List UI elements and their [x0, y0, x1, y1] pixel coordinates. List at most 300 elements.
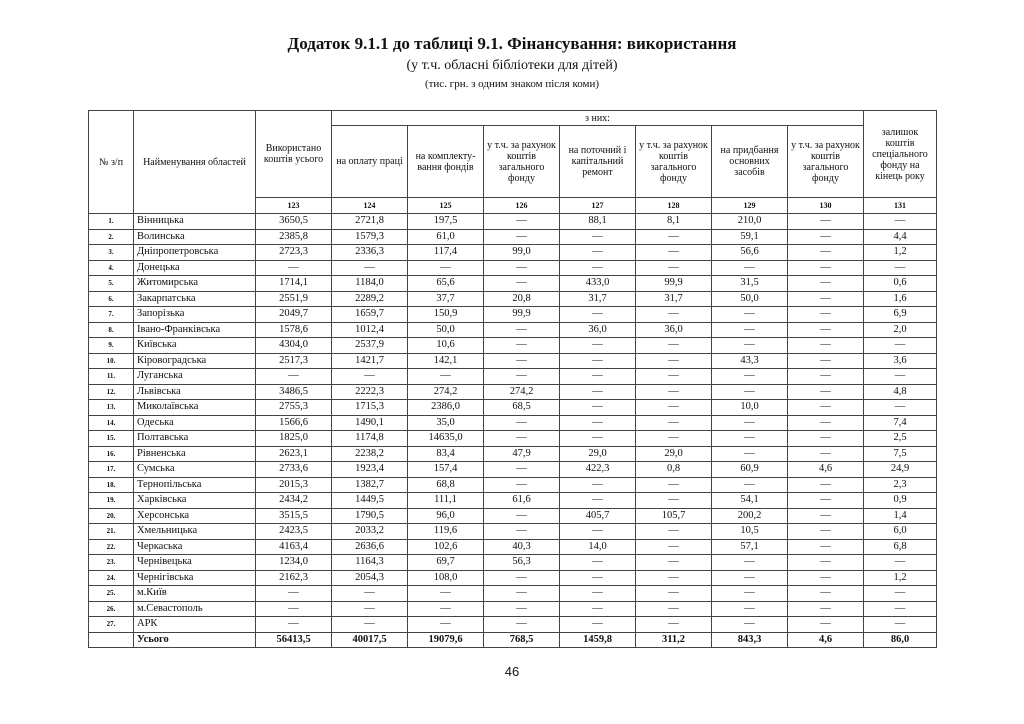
region-name: Львівська [134, 384, 256, 400]
table-cell: 2721,8 [332, 214, 408, 230]
table-row [89, 462, 937, 478]
table-cell: — [712, 586, 788, 602]
row-number: 1. [89, 214, 134, 230]
table-cell: — [788, 431, 864, 447]
table-cell: 54,1 [712, 493, 788, 509]
table-cell: 29,0 [560, 446, 636, 462]
table-cell: 50,0 [408, 322, 484, 338]
table-cell: 1790,5 [332, 508, 408, 524]
table-cell: — [484, 260, 560, 276]
table-cell: 2385,8 [256, 229, 332, 245]
table-cell: 65,6 [408, 276, 484, 292]
row-number: 17. [89, 462, 134, 478]
table-cell: 59,1 [712, 229, 788, 245]
table-cell: 1,2 [864, 570, 937, 586]
table-cell: — [560, 307, 636, 323]
table-cell: — [788, 353, 864, 369]
table-cell: — [712, 369, 788, 385]
table-cell: — [560, 229, 636, 245]
table-row [89, 229, 937, 245]
row-number: 20. [89, 508, 134, 524]
table-cell: 2551,9 [256, 291, 332, 307]
table-cell: — [484, 229, 560, 245]
table-cell: 36,0 [636, 322, 712, 338]
region-name: Київська [134, 338, 256, 354]
table-cell: 3,6 [864, 353, 937, 369]
table-cell: — [864, 260, 937, 276]
row-number: 27. [89, 617, 134, 633]
table-cell: 157,4 [408, 462, 484, 478]
table-cell: — [408, 601, 484, 617]
table-cell: — [560, 524, 636, 540]
table-cell: 7,5 [864, 446, 937, 462]
row-number: 14. [89, 415, 134, 431]
table-cell: — [484, 508, 560, 524]
region-name: Закарпатська [134, 291, 256, 307]
table-cell: 2636,6 [332, 539, 408, 555]
table-cell: 2517,3 [256, 353, 332, 369]
table-cell: — [788, 617, 864, 633]
table-cell: — [636, 539, 712, 555]
table-cell: 47,9 [484, 446, 560, 462]
region-name: Івано-Франківська [134, 322, 256, 338]
header-repair-general: у т.ч. за рахунок коштів загального фонду [636, 126, 712, 198]
table-cell: 111,1 [408, 493, 484, 509]
row-number: 26. [89, 601, 134, 617]
table-cell: 1566,6 [256, 415, 332, 431]
table-cell: 1825,0 [256, 431, 332, 447]
row-number: 10. [89, 353, 134, 369]
region-name: Тернопільська [134, 477, 256, 493]
table-cell: — [560, 353, 636, 369]
header-fixed-assets: на придбання основних засобів [712, 126, 788, 198]
table-cell: — [332, 586, 408, 602]
total-row [89, 632, 937, 648]
row-number: 18. [89, 477, 134, 493]
table-cell: — [636, 570, 712, 586]
table-cell: 43,3 [712, 353, 788, 369]
table-cell: — [788, 245, 864, 261]
column-code: 130 [788, 198, 864, 214]
table-cell: — [712, 601, 788, 617]
table-cell: 10,0 [712, 400, 788, 416]
row-number: 24. [89, 570, 134, 586]
header-region: Найменування областей [134, 111, 256, 214]
table-cell: — [408, 260, 484, 276]
region-name: Черкаська [134, 539, 256, 555]
table-cell: 1578,6 [256, 322, 332, 338]
table-cell: 2,5 [864, 431, 937, 447]
table-cell: 274,2 [484, 384, 560, 400]
header-repair: на поточний і капітальний ремонт [560, 126, 636, 198]
table-cell: — [636, 415, 712, 431]
region-name: м.Київ [134, 586, 256, 602]
table-cell: 4,6 [788, 462, 864, 478]
row-number: 12. [89, 384, 134, 400]
region-name: Сумська [134, 462, 256, 478]
table-cell: 2423,5 [256, 524, 332, 540]
table-cell: 1923,4 [332, 462, 408, 478]
table-cell: 20,8 [484, 291, 560, 307]
table-cell: — [788, 291, 864, 307]
table-cell: — [864, 617, 937, 633]
table-cell: 14,0 [560, 539, 636, 555]
header-of-them: з них: [332, 111, 864, 126]
table-cell: 105,7 [636, 508, 712, 524]
table-cell: — [712, 322, 788, 338]
table-cell: 2434,2 [256, 493, 332, 509]
table-cell: — [256, 586, 332, 602]
table-cell: 31,5 [712, 276, 788, 292]
table-cell: — [864, 400, 937, 416]
table-cell: — [636, 245, 712, 261]
table-cell: 14635,0 [408, 431, 484, 447]
table-cell: — [712, 260, 788, 276]
row-number: 22. [89, 539, 134, 555]
table-cell: 2336,3 [332, 245, 408, 261]
table-cell: — [712, 431, 788, 447]
table-cell: — [712, 555, 788, 571]
region-name: Донецька [134, 260, 256, 276]
table-cell: 99,9 [484, 307, 560, 323]
table-cell: — [788, 555, 864, 571]
table-cell: — [484, 276, 560, 292]
table-row [89, 508, 937, 524]
row-number: 2. [89, 229, 134, 245]
row-number: 4. [89, 260, 134, 276]
region-name: Рівненська [134, 446, 256, 462]
table-cell: 83,4 [408, 446, 484, 462]
table-cell: — [256, 260, 332, 276]
column-code: 126 [484, 198, 560, 214]
table-cell: — [636, 384, 712, 400]
table-cell: — [560, 493, 636, 509]
table-cell: 40,3 [484, 539, 560, 555]
table-row [89, 477, 937, 493]
header-balance: залишок коштів спеціального фонду на кінець року [864, 111, 937, 198]
table-cell: 2,0 [864, 322, 937, 338]
column-code: 125 [408, 198, 484, 214]
table-cell: — [560, 338, 636, 354]
table-cell: — [636, 369, 712, 385]
table-row [89, 214, 937, 230]
table-cell: — [560, 431, 636, 447]
column-code: 124 [332, 198, 408, 214]
table-cell: — [484, 353, 560, 369]
table-cell: — [636, 307, 712, 323]
table-cell: — [788, 524, 864, 540]
table-cell: — [560, 617, 636, 633]
table-cell: — [864, 214, 937, 230]
table-cell: 50,0 [712, 291, 788, 307]
table-cell: 6,8 [864, 539, 937, 555]
table-cell: — [560, 477, 636, 493]
region-name: Луганська [134, 369, 256, 385]
table-cell: — [484, 415, 560, 431]
table-row [89, 446, 937, 462]
table-row [89, 384, 937, 400]
table-cell: — [864, 601, 937, 617]
table-row [89, 307, 937, 323]
table-cell: 0,8 [636, 462, 712, 478]
table-cell: — [256, 617, 332, 633]
table-row [89, 570, 937, 586]
table-cell: — [332, 260, 408, 276]
table-cell: — [788, 276, 864, 292]
table-cell: 1012,4 [332, 322, 408, 338]
table-cell: 1579,3 [332, 229, 408, 245]
region-name: Полтавська [134, 431, 256, 447]
table-row [89, 431, 937, 447]
table-row [89, 617, 937, 633]
document-title: Додаток 9.1.1 до таблиці 9.1. Фінансування: використання [287, 34, 737, 53]
header-number: № з/п [89, 111, 134, 214]
table-cell: 1715,3 [332, 400, 408, 416]
header-fixed-assets-general: у т.ч. за рахунок коштів загального фонду [788, 126, 864, 198]
table-cell: 108,0 [408, 570, 484, 586]
table-cell: 36,0 [560, 322, 636, 338]
table-cell: 60,9 [712, 462, 788, 478]
table-cell: — [560, 415, 636, 431]
column-code: 131 [864, 198, 937, 214]
table-cell: — [560, 555, 636, 571]
table-cell: 2033,2 [332, 524, 408, 540]
table-cell: — [636, 229, 712, 245]
table-cell: — [788, 369, 864, 385]
table-row [89, 601, 937, 617]
table-cell: 1,4 [864, 508, 937, 524]
table-cell: 2238,2 [332, 446, 408, 462]
table-cell: — [788, 214, 864, 230]
table-cell: 274,2 [408, 384, 484, 400]
table-cell: 56,3 [484, 555, 560, 571]
row-number: 13. [89, 400, 134, 416]
total-cell: 1459,8 [560, 632, 636, 648]
table-row [89, 493, 937, 509]
table-cell: 433,0 [560, 276, 636, 292]
row-number: 7. [89, 307, 134, 323]
table-cell: — [332, 617, 408, 633]
table-cell: 61,0 [408, 229, 484, 245]
table-cell: 1382,7 [332, 477, 408, 493]
table-cell: — [712, 477, 788, 493]
table-cell: — [636, 555, 712, 571]
row-number: 15. [89, 431, 134, 447]
header-used-total: Використано коштів усього [256, 111, 332, 198]
table-cell: 37,7 [408, 291, 484, 307]
header-acquisition: на комплекту-вання фондів [408, 126, 484, 198]
total-cell: 311,2 [636, 632, 712, 648]
table-cell: — [788, 477, 864, 493]
table-cell: 8,1 [636, 214, 712, 230]
table-cell: 6,9 [864, 307, 937, 323]
table-row [89, 338, 937, 354]
total-cell: 86,0 [864, 632, 937, 648]
table-cell: — [560, 369, 636, 385]
table-row [89, 586, 937, 602]
table-cell: 117,4 [408, 245, 484, 261]
table-row [89, 353, 937, 369]
table-cell: 68,5 [484, 400, 560, 416]
region-name: Житомирська [134, 276, 256, 292]
table-cell: — [788, 307, 864, 323]
table-cell: — [332, 601, 408, 617]
table-row [89, 415, 937, 431]
table-cell: 3650,5 [256, 214, 332, 230]
table-cell: — [408, 617, 484, 633]
table-cell: 422,3 [560, 462, 636, 478]
table-cell: — [636, 493, 712, 509]
table-cell: — [484, 322, 560, 338]
table-cell: 142,1 [408, 353, 484, 369]
table-cell: — [712, 338, 788, 354]
table-cell: 102,6 [408, 539, 484, 555]
table-cell: — [256, 601, 332, 617]
table-cell: 96,0 [408, 508, 484, 524]
region-name: Одеська [134, 415, 256, 431]
table-cell: — [788, 570, 864, 586]
table-cell: 2049,7 [256, 307, 332, 323]
total-label: Усього [134, 632, 256, 648]
total-row-number [89, 632, 134, 648]
region-name: Чернівецька [134, 555, 256, 571]
table-cell: — [484, 369, 560, 385]
table-cell: 68,8 [408, 477, 484, 493]
table-cell: 4163,4 [256, 539, 332, 555]
table-cell: — [788, 260, 864, 276]
table-cell: 1714,1 [256, 276, 332, 292]
table-row [89, 245, 937, 261]
table-cell: 10,5 [712, 524, 788, 540]
table-cell: 1164,3 [332, 555, 408, 571]
table-cell: — [636, 353, 712, 369]
region-name: Волинська [134, 229, 256, 245]
table-cell: 2222,3 [332, 384, 408, 400]
table-cell: 0,9 [864, 493, 937, 509]
table-cell: — [484, 214, 560, 230]
table-cell: 6,0 [864, 524, 937, 540]
column-code: 128 [636, 198, 712, 214]
table-cell: 1659,7 [332, 307, 408, 323]
table-cell: — [788, 384, 864, 400]
table-cell: — [408, 369, 484, 385]
financing-table [88, 110, 937, 648]
table-cell: — [788, 446, 864, 462]
table-cell: 31,7 [636, 291, 712, 307]
table-cell: 2054,3 [332, 570, 408, 586]
column-code: 129 [712, 198, 788, 214]
table-cell: 61,6 [484, 493, 560, 509]
row-number: 21. [89, 524, 134, 540]
table-cell: 29,0 [636, 446, 712, 462]
region-name: Кіровоградська [134, 353, 256, 369]
table-row [89, 524, 937, 540]
table-cell: — [636, 477, 712, 493]
table-cell: 1449,5 [332, 493, 408, 509]
region-name: Чернігівська [134, 570, 256, 586]
table-cell: — [788, 400, 864, 416]
table-row [89, 539, 937, 555]
table-cell: 2537,9 [332, 338, 408, 354]
document-subtitle: (у т.ч. обласні бібліотеки для дітей) [406, 58, 618, 73]
table-cell: 69,7 [408, 555, 484, 571]
table-cell: — [636, 400, 712, 416]
table-cell: — [484, 431, 560, 447]
table-cell: 31,7 [560, 291, 636, 307]
table-cell: 200,2 [712, 508, 788, 524]
table-cell: — [636, 586, 712, 602]
table-cell: — [636, 431, 712, 447]
table-cell: — [712, 384, 788, 400]
table-cell: 2,3 [864, 477, 937, 493]
row-number: 8. [89, 322, 134, 338]
table-cell: 2723,3 [256, 245, 332, 261]
page-number: 46 [504, 664, 520, 679]
table-row [89, 400, 937, 416]
table-cell: — [788, 493, 864, 509]
table-cell: 4,8 [864, 384, 937, 400]
table-cell: — [332, 369, 408, 385]
table-cell: 2162,3 [256, 570, 332, 586]
table-cell: — [484, 601, 560, 617]
table-cell: — [788, 338, 864, 354]
table-cell: — [484, 524, 560, 540]
table-cell: — [560, 260, 636, 276]
region-name: Вінницька [134, 214, 256, 230]
table-cell: 1234,0 [256, 555, 332, 571]
table-cell: 2289,2 [332, 291, 408, 307]
region-name: Хмельницька [134, 524, 256, 540]
table-row [89, 291, 937, 307]
table-cell: — [484, 477, 560, 493]
table-cell: — [864, 338, 937, 354]
table-cell: 2733,6 [256, 462, 332, 478]
table-cell: — [560, 586, 636, 602]
table-cell: — [484, 338, 560, 354]
table-cell: 4,4 [864, 229, 937, 245]
table-cell: 7,4 [864, 415, 937, 431]
table-cell: — [712, 570, 788, 586]
region-name: Запорізька [134, 307, 256, 323]
table-cell: 0,6 [864, 276, 937, 292]
table-cell: 197,5 [408, 214, 484, 230]
table-row [89, 369, 937, 385]
total-cell: 843,3 [712, 632, 788, 648]
table-cell: — [864, 369, 937, 385]
table-cell: — [484, 586, 560, 602]
table-cell: — [560, 245, 636, 261]
table-cell: — [864, 586, 937, 602]
table-cell: 2755,3 [256, 400, 332, 416]
region-name: Миколаївська [134, 400, 256, 416]
table-cell: — [560, 601, 636, 617]
table-cell: 2386,0 [408, 400, 484, 416]
table-cell: — [788, 508, 864, 524]
table-cell: — [560, 400, 636, 416]
table-cell: — [560, 570, 636, 586]
table-cell: — [560, 384, 636, 400]
total-cell: 56413,5 [256, 632, 332, 648]
table-cell: — [484, 570, 560, 586]
table-cell: — [788, 586, 864, 602]
region-name: АРК [134, 617, 256, 633]
table-cell: 88,1 [560, 214, 636, 230]
table-cell: 99,0 [484, 245, 560, 261]
table-row [89, 322, 937, 338]
units-note: (тис. грн. з одним знаком після коми) [424, 78, 600, 90]
table-cell: 1,6 [864, 291, 937, 307]
header-wages: на оплату праці [332, 126, 408, 198]
